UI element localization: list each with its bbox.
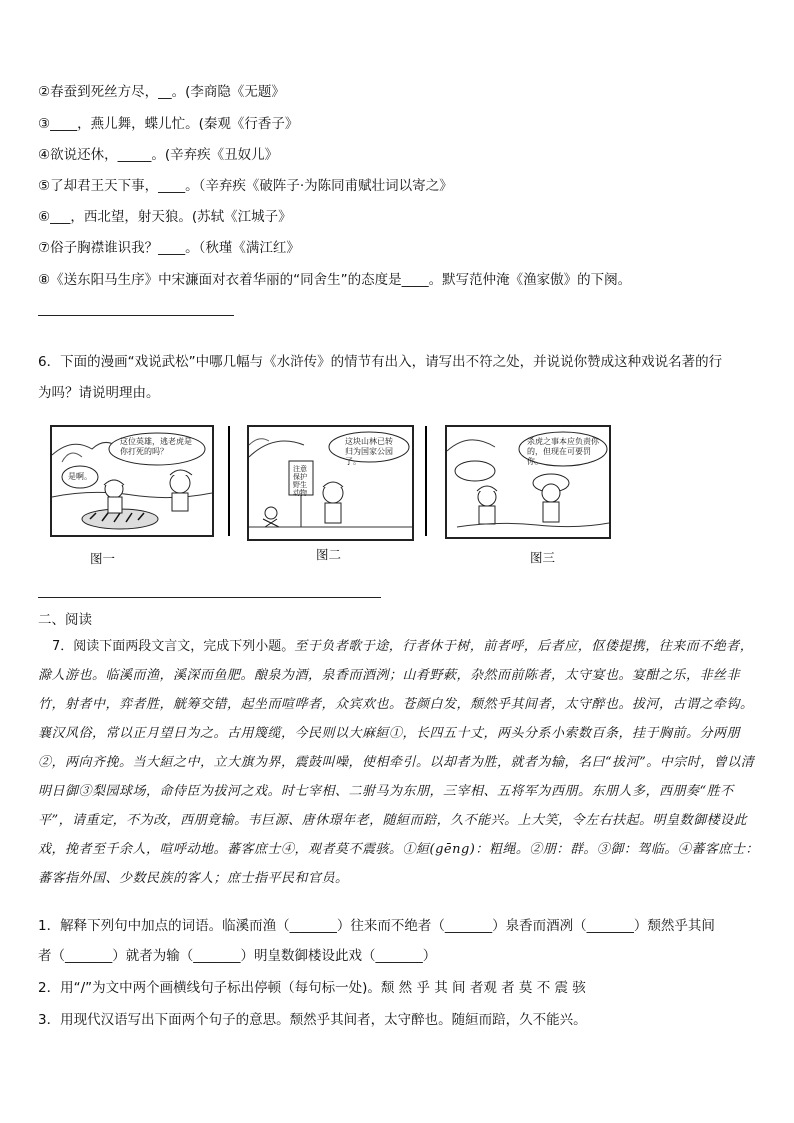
scan-edge-mark [228, 426, 230, 536]
comic-1-bubble-question: 这位英雄，逃老虎是你打死的吗？ [120, 437, 192, 456]
scan-edge-mark [425, 426, 427, 536]
question-7-intro: 7．阅读下面两段文言文，完成下列小题。 [52, 639, 295, 654]
comic-2-sign: 注意保护野生动物 [293, 465, 307, 497]
comic-3-bubble: 杀虎之事本应负责你的，但现在可要罚你。 [527, 437, 599, 466]
subquestion-1-line1: 1．解释下列句中加点的词语。临溪而渔（_______）往来而不绝者（_______）泉香而酒冽（_______）颓然乎其间 [38, 918, 715, 934]
poem-line-2: ②春蚕到死丝方尽，__。(李商隐《无题》 [38, 84, 285, 100]
comic-caption-2: 图二 [316, 547, 342, 562]
question-6-line2: 为吗？请说明理由。 [38, 385, 160, 401]
subquestion-2: 2．用“/”为文中两个画横线句子标出停顿（每句标一处)。颓 然 乎 其 间 者观 者 莫 不 震 骇 [38, 980, 586, 996]
poem-line-6: ⑥___，西北望，射天狼。(苏轼《江城子》 [38, 209, 292, 225]
poem-line-5: ⑤了却君王天下事，____。（辛弃疾《破阵子·为陈同甫赋壮词以寄之》 [38, 178, 453, 194]
subquestion-1-line2: 者（_______）就者为输（_______）明皇数御楼设此戏（_______） [38, 948, 437, 964]
poem-line-7: ⑦俗子胸襟谁识我？____。（秋瑾《满江红》 [38, 240, 300, 256]
subquestion-3: 3．用现代汉语写出下面两个句子的意思。颓然乎其间者，太守醉也。随絙而踣，久不能兴。 [38, 1012, 587, 1028]
classical-text: 至于负者歌于途，行者休于树，前者呼，后者应，伛偻提携，往来而不绝者，滁人游也。临溪而渔，溪深而鱼肥。酿泉为酒，泉香而酒洌；山肴野蔌，杂然而前陈者，太守宴也。宴酣之乐，非丝非竹，射者中，弈者胜，觥筹交错，起坐而喧哗者，众宾欢也。苍颜白发，颓然乎其间者，太守醉也。拔河，古谓之牵钩。襄汉风俗，常以正月望日为之。古用篾缆，今民则以大麻絙①，长四五十丈，两头分系小索数百条，挂于胸前。分两朋②，两向齐挽。当大絙之中，立大旗为界，震鼓叫噪，使相牵引。以却者为胜，就者为输，名曰“拔河”。中宗时，曾以清明日御③梨园球场，命侍臣为拔河之戏。时七宰相、二驸马为东朋，三宰相、五将军为西朋。东朋人多，西朋奏“胜不平”，请重定，不为改，西朋竟输。韦巨源、唐休璟年老，随絙而踣，久不能兴。上大笑，令左右扶起。明皇数御楼设此戏，挽者至千余人，喧呼动地。蕃客庶士④，观者莫不震骇。①絙(gēng)：粗绳。②朋：群。③御：驾临。④蕃客庶士：蕃客指外国、少数民族的客人；庶士指平民和官员。 [38, 639, 759, 886]
answer-rule [38, 315, 234, 316]
comic-1-bubble-answer: 是啊。 [68, 472, 92, 481]
comic-panel-2 [247, 425, 414, 541]
comic-caption-3: 图三 [530, 550, 556, 565]
comic-caption-1: 图一 [90, 551, 116, 566]
comic-panel-1 [50, 425, 214, 537]
section-2-heading: 二、阅读 [38, 612, 92, 628]
question-6-line1: 6．下面的漫画“戏说武松”中哪几幅与《水浒传》的情节有出入，请写出不符之处，并说说你赞成这种戏说名著的行 [38, 354, 723, 370]
section-rule [38, 597, 381, 598]
question-7-passage [38, 632, 760, 893]
comic-panel-3 [445, 425, 611, 539]
poem-line-4: ④欲说还休，_____。(辛弃疾《丑奴儿》 [38, 147, 279, 163]
poem-line-8: ⑧《送东阳马生序》中宋濂面对衣着华丽的“同舍生”的态度是____。默写范仲淹《渔家傲》的下阕。 [38, 272, 632, 288]
comic-2-bubble: 这块山林已转归为国家公园了。 [345, 437, 393, 466]
poem-line-3: ③____，燕儿舞，蝶儿忙。(秦观《行香子》 [38, 116, 299, 132]
